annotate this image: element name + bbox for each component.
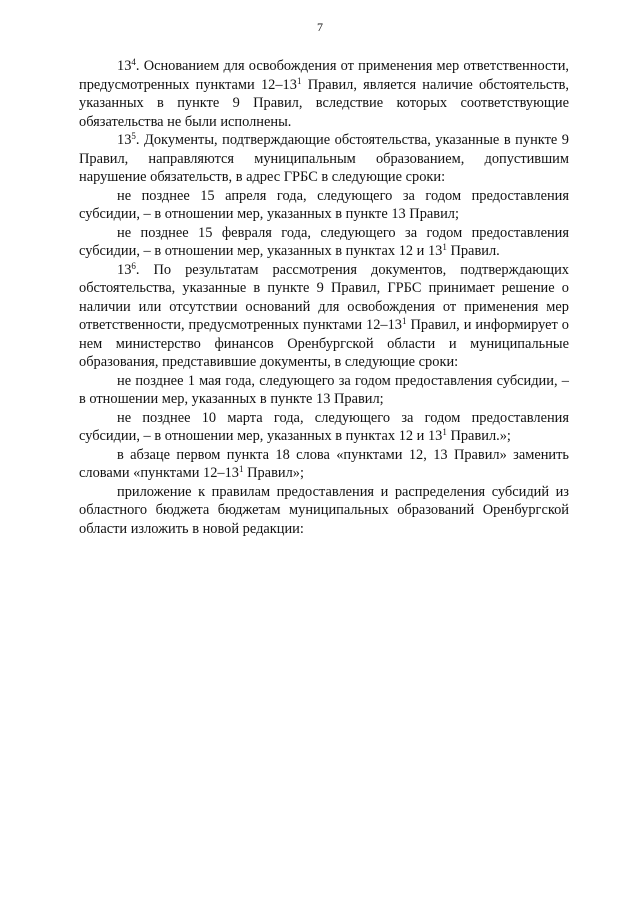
document-body [79,57,569,538]
paragraph-13-5: $13^5$. Документы, подтверждающие обстоятельства, указанные в пункте 9 Правил, направляются муниципальным образованием, допустившим нарушение обязательств, в адрес ГРБС в следующие сроки: [79,131,569,185]
paragraph-deadline-may: не позднее 1 мая года, следующего за годом предоставления субсидии, – в отношении мер, указанных в пункте 13 Правил; [79,372,569,407]
page-number: 7 [317,20,323,34]
paragraph-deadline-february: не позднее 15 февраля года, следующего за годом предоставления субсидии, – в отношении мер, указанных в пунктах 12 и $13^1$ Правил. [79,224,569,259]
paragraph-appendix: приложение к правилам предоставления и распределения субсидий из областного бюджета бюджетам муниципальных образований Оренбургской области изложить в новой редакции: [79,483,569,537]
paragraph-amendment-18: в абзаце первом пункта 18 слова «пунктами 12, 13 Правил» заменить словами «пунктами $12-13^1$ Правил»; [79,446,569,481]
paragraph-deadline-april: не позднее 15 апреля года, следующего за годом предоставления субсидии, – в отношении мер, указанных в пункте 13 Правил; [79,187,569,222]
paragraph-deadline-march: не позднее 10 марта года, следующего за годом предоставления субсидии, – в отношении мер, указанных в пунктах 12 и $13^1$ Правил.»; [79,409,569,444]
paragraph-13-4: $13^4$. Основанием для освобождения от применения мер ответственности, предусмотренных пунктами $12-13^1$ Правил, является наличие обстоятельств, указанных в пункте 9 Правил, вследствие которых соответствующие обязательства не были исполнены. [79,57,570,130]
paragraph-13-6: $13^6$. По результатам рассмотрения документов, подтверждающих обстоятельства, указанные в пункте 9 Правил, ГРБС принимает решение о наличии или отсутствии оснований для освобождения от применения мер ответственности, предусмотренных пунктами $12-13^1$ Правил, и информирует о нем министерство финансов Оренбургской области и муниципальные образования, представившие документы, в следующие сроки: [79,260,569,370]
